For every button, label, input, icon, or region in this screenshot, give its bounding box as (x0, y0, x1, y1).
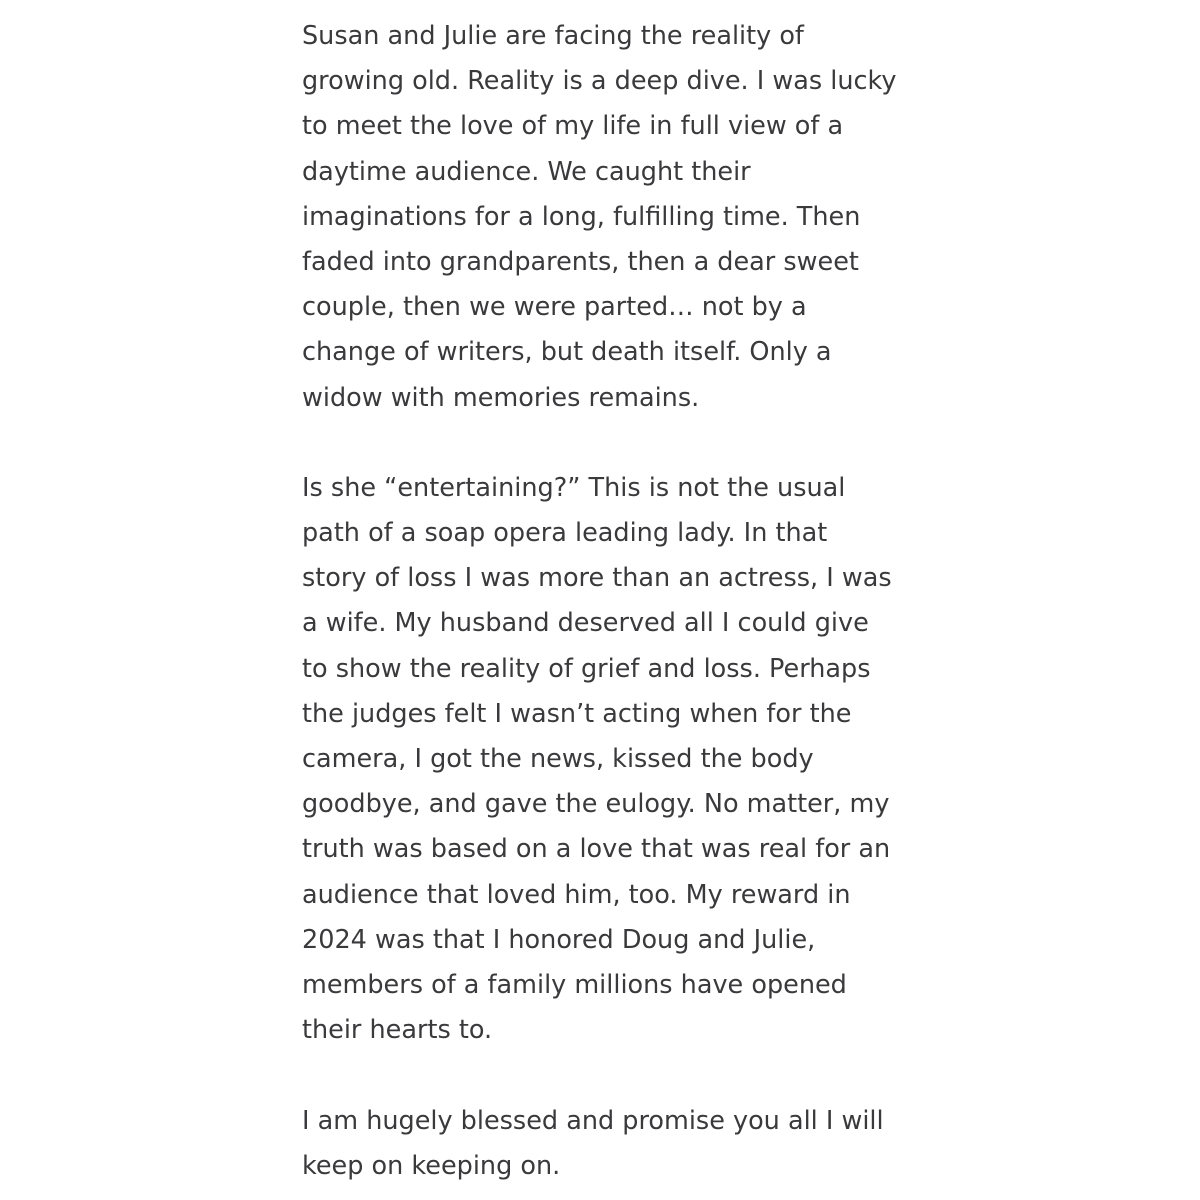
text-line: truth was based on a love that was real for an (302, 834, 891, 865)
text-line: a wife. My husband deserved all I could give (302, 608, 869, 639)
note-body (302, 14, 942, 1189)
text-line: change of writers, but death itself. Only a (302, 337, 832, 368)
text-line: story of loss I was more than an actress, I was (302, 563, 892, 594)
text-line: widow with memories remains. (302, 382, 700, 413)
text-line: imaginations for a long, fulfilling time. Then (302, 201, 861, 232)
text-line: to meet the love of my life in full view of a (302, 111, 844, 142)
text-line: Susan and Julie are facing the reality of (302, 21, 804, 51)
text-line: keep on keeping on. (302, 1150, 561, 1181)
text-line: couple, then we were parted… not by a (302, 292, 807, 323)
paragraph-spacer (302, 1053, 942, 1098)
text-line: their hearts to. (302, 1015, 493, 1046)
text-line: Is she “entertaining?” This is not the usual (302, 472, 846, 503)
paragraph-2 (302, 466, 942, 1053)
paragraph-1 (302, 14, 942, 421)
text-line: growing old. Reality is a deep dive. I was lucky (302, 66, 897, 97)
text-line: goodbye, and gave the eulogy. No matter, my (302, 789, 890, 820)
text-line: to show the reality of grief and loss. Perhaps (302, 653, 871, 684)
text-line: camera, I got the news, kissed the body (302, 744, 814, 774)
text-line: members of a family millions have opened (302, 969, 847, 1000)
paragraph-spacer (302, 421, 942, 466)
text-line: 2024 was that I honored Doug and Julie, (302, 924, 816, 955)
paragraph-3 (302, 1099, 942, 1189)
text-line: the judges felt I wasn’t acting when for the (302, 698, 852, 729)
text-line: daytime audience. We caught their (302, 156, 751, 187)
text-line: I am hugely blessed and promise you all I will (302, 1105, 884, 1136)
text-line: path of a soap opera leading lady. In that (302, 518, 828, 549)
text-line: faded into grandparents, then a dear sweet (302, 246, 859, 277)
text-line: audience that loved him, too. My reward in (302, 879, 851, 910)
